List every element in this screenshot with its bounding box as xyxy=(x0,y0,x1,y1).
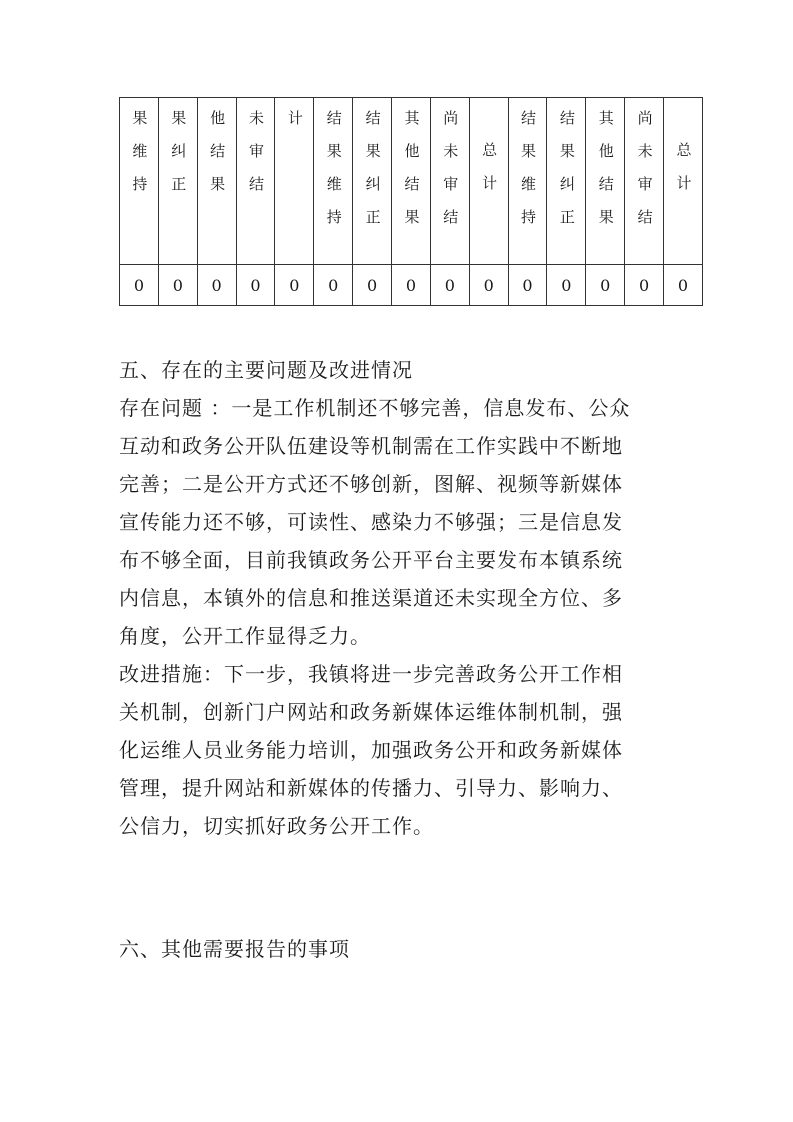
value-cell: 0 xyxy=(664,265,703,306)
table-header-row xyxy=(120,98,703,265)
value-cell: 0 xyxy=(508,265,547,306)
problems-line: 存在问题 ：一是工作机制还不够完善，信息发布、公众 xyxy=(119,396,631,420)
problems-line: 内信息，本镇外的信息和推送渠道还未实现全方位、多 xyxy=(119,586,623,610)
header-cell: 尚未审结 xyxy=(625,98,664,265)
section-six xyxy=(119,930,679,968)
section-five-heading: 五、存在的主要问题及改进情况 xyxy=(119,358,413,382)
header-cell: 结果维持 xyxy=(314,98,353,265)
value-cell: 0 xyxy=(547,265,586,306)
problems-line: 角度，公开工作显得乏力。 xyxy=(119,624,371,648)
value-cell: 0 xyxy=(353,265,392,306)
problems-line: 互动和政务公开队伍建设等机制需在工作实践中不断地 xyxy=(119,434,623,458)
value-cell: 0 xyxy=(314,265,353,306)
header-cell: 计 xyxy=(275,98,314,265)
statistics-table xyxy=(119,97,703,306)
value-cell: 0 xyxy=(469,265,508,306)
header-cell: 结果纠正 xyxy=(547,98,586,265)
value-cell: 0 xyxy=(625,265,664,306)
value-cell: 0 xyxy=(120,265,159,306)
measures-line: 改进措施：下一步，我镇将进一步完善政务公开工作相 xyxy=(119,662,623,686)
problems-line: 完善；二是公开方式还不够创新，图解、视频等新媒体 xyxy=(119,472,623,496)
value-cell: 0 xyxy=(158,265,197,306)
value-cell: 0 xyxy=(197,265,236,306)
header-cell: 未审结 xyxy=(236,98,275,265)
measures-line: 管理，提升网站和新媒体的传播力、引导力、影响力、 xyxy=(119,776,623,800)
header-cell: 其他结果 xyxy=(392,98,431,265)
header-cell: 果纠正 xyxy=(158,98,197,265)
header-cell: 总计 xyxy=(664,98,703,265)
header-cell: 果维持 xyxy=(120,98,159,265)
header-cell: 结果维持 xyxy=(508,98,547,265)
problems-line: 宣传能力还不够，可读性、感染力不够强；三是信息发 xyxy=(119,510,623,534)
section-six-heading: 六、其他需要报告的事项 xyxy=(119,937,350,961)
table-value-row xyxy=(120,265,703,306)
value-cell: 0 xyxy=(392,265,431,306)
header-cell: 总计 xyxy=(469,98,508,265)
section-five xyxy=(119,351,679,845)
header-cell: 其他结果 xyxy=(586,98,625,265)
header-cell: 尚未审结 xyxy=(430,98,469,265)
value-cell: 0 xyxy=(430,265,469,306)
header-cell: 结果纠正 xyxy=(353,98,392,265)
problems-line: 布不够全面，目前我镇政务公开平台主要发布本镇系统 xyxy=(119,548,623,572)
value-cell: 0 xyxy=(275,265,314,306)
measures-line: 化运维人员业务能力培训，加强政务公开和政务新媒体 xyxy=(119,738,623,762)
measures-line: 关机制，创新门户网站和政务新媒体运维体制机制，强 xyxy=(119,700,623,724)
header-cell: 他结果 xyxy=(197,98,236,265)
value-cell: 0 xyxy=(586,265,625,306)
measures-line: 公信力，切实抓好政务公开工作。 xyxy=(119,814,434,838)
value-cell: 0 xyxy=(236,265,275,306)
